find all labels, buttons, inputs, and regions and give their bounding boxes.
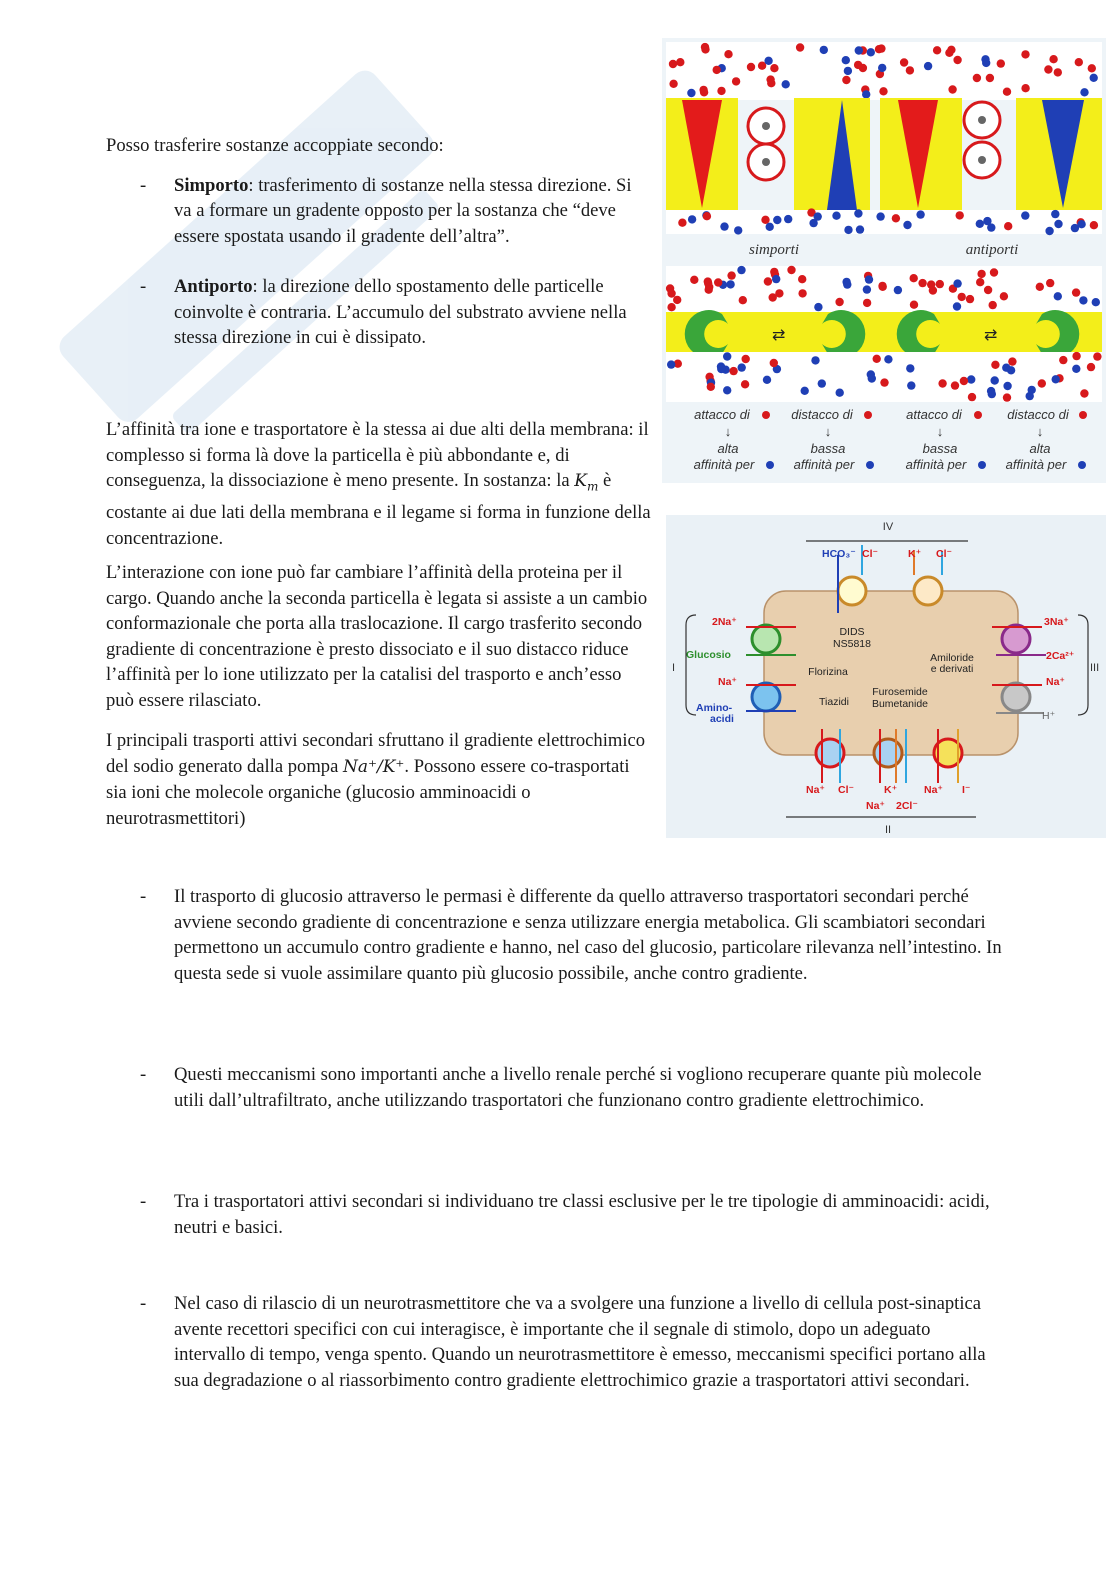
roman-i: I bbox=[672, 662, 676, 674]
particle-dot bbox=[798, 289, 806, 297]
particle-dot bbox=[814, 303, 822, 311]
particle-dot bbox=[763, 376, 771, 384]
paragraph-interaction bbox=[106, 560, 651, 713]
particle-dot bbox=[820, 46, 828, 54]
arrow-1: ↓ bbox=[724, 424, 732, 439]
particle-dot bbox=[1021, 50, 1029, 58]
particle-dot bbox=[1080, 88, 1088, 96]
particle-dot bbox=[873, 355, 881, 363]
particle-dot bbox=[966, 295, 974, 303]
particle-dot bbox=[717, 87, 725, 95]
particle-dot bbox=[1080, 389, 1088, 397]
particle-dot bbox=[784, 215, 792, 223]
particle-dot bbox=[727, 271, 735, 279]
particle-dot bbox=[1049, 55, 1057, 63]
particle-dot bbox=[989, 301, 997, 309]
sodium-text-2: . Possono essere co-trasportati sia ioni che molecole organiche (glucosio amminoacidi o neurotrasmettitori) bbox=[106, 755, 630, 829]
simporto-text: : trasferimento di sostanze nella stessa direzione. Si va a formare un gradente opposto per la sostanza che “deve essere spostata usando il gradente dell’altra”. bbox=[174, 174, 632, 247]
caption-aff-2a: bassa bbox=[810, 441, 846, 456]
particle-dot bbox=[1059, 356, 1067, 364]
arrow-2: ↓ bbox=[824, 424, 832, 439]
arrow-4: ↓ bbox=[1036, 424, 1044, 439]
label-amiloride-2: e derivati bbox=[930, 663, 974, 675]
particle-dot bbox=[772, 275, 780, 283]
affinity-captions bbox=[694, 407, 1087, 472]
label-k-top: K⁺ bbox=[908, 548, 922, 560]
particle-dot bbox=[713, 66, 721, 74]
affinity-text: L’affinità tra ione e trasportatore è la stessa ai due alti della membrana: il complesso si forma là dove la particella è più abbondante e, di conseguenza, la dissociazione è meno presente. In sostanza: la bbox=[106, 419, 649, 491]
particle-dot bbox=[1072, 365, 1080, 373]
label-simporti: simporti bbox=[748, 242, 800, 258]
particle-dot bbox=[1036, 283, 1044, 291]
particle-dot bbox=[1003, 382, 1011, 390]
particle-dot bbox=[1051, 210, 1059, 218]
particle-dot bbox=[1021, 211, 1029, 219]
particle-dot bbox=[933, 46, 941, 54]
particle-dot bbox=[1008, 357, 1016, 365]
particle-dot bbox=[673, 296, 681, 304]
particle-dot bbox=[983, 217, 991, 225]
particle-dot bbox=[738, 363, 746, 371]
particle-dot bbox=[990, 268, 998, 276]
sodium-text: I principali trasporti attivi secondari sfruttano il gradiente elettrochimico del sodio generato dalla pompa bbox=[106, 730, 646, 777]
label-amiloride-1: Amiloride bbox=[930, 652, 974, 664]
particle-dot bbox=[1004, 222, 1012, 230]
particle-dot bbox=[1090, 221, 1098, 229]
antiporto-item bbox=[106, 274, 646, 351]
caption-attach-2: attacco di bbox=[906, 407, 962, 422]
particle-dot bbox=[1003, 88, 1011, 96]
particle-dot bbox=[906, 364, 914, 372]
list-item bbox=[106, 1062, 1006, 1113]
particle-dot bbox=[948, 85, 956, 93]
particle-dot bbox=[720, 222, 728, 230]
particle-dot bbox=[1054, 68, 1062, 76]
particle-dot bbox=[1044, 65, 1052, 73]
particle-dot bbox=[739, 296, 747, 304]
particle-dot bbox=[1045, 227, 1053, 235]
caption-detach-2: distacco di bbox=[1007, 407, 1069, 422]
label-cl-top2: Cl⁻ bbox=[936, 548, 953, 560]
particle-dot bbox=[884, 355, 892, 363]
particle-dot bbox=[958, 293, 966, 301]
particle-dot bbox=[984, 286, 992, 294]
list-item-text: Questi meccanismi sono importanti anche a livello renale perché si vogliono recuperare quante più molecole utili dall’ultrafiltrato, anche utilizzando trasportatori che funzionano contro gradiente elettrochimico. bbox=[174, 1064, 982, 1111]
particle-dot bbox=[669, 80, 677, 88]
km-subscript: m bbox=[586, 479, 599, 494]
particle-dot bbox=[707, 383, 715, 391]
particle-dot bbox=[976, 220, 984, 228]
particle-dot bbox=[953, 279, 961, 287]
km-symbol: K bbox=[574, 471, 587, 491]
particle-dot bbox=[782, 80, 790, 88]
label-hco3: HCO₃⁻ bbox=[822, 548, 856, 560]
cell-transporters-figure bbox=[666, 515, 1106, 838]
particle-dot bbox=[960, 377, 968, 385]
simporto-item bbox=[106, 173, 646, 250]
label-furosemide: Furosemide bbox=[872, 686, 928, 698]
particle-dot bbox=[1002, 364, 1010, 372]
particle-dot bbox=[798, 275, 806, 283]
particle-dot bbox=[880, 378, 888, 386]
membrane-row-2 bbox=[666, 312, 1102, 352]
particle-dot bbox=[1077, 220, 1085, 228]
particle-dot bbox=[1092, 298, 1100, 306]
particle-dot bbox=[868, 374, 876, 382]
particle-dot bbox=[770, 359, 778, 367]
label-dids: DIDS bbox=[839, 626, 865, 638]
particle-dot bbox=[687, 89, 695, 97]
particle-dot bbox=[991, 361, 999, 369]
particle-dot bbox=[863, 285, 871, 293]
particle-dot bbox=[747, 63, 755, 71]
svg-text:⇄: ⇄ bbox=[984, 327, 998, 344]
particle-dot bbox=[1087, 363, 1095, 371]
bullet-dash: - bbox=[140, 886, 147, 907]
particle-dot bbox=[854, 61, 862, 69]
roman-iii: III bbox=[1090, 662, 1100, 674]
label-ns5818: NS5818 bbox=[833, 638, 871, 650]
simporto-term: Simporto bbox=[174, 174, 249, 196]
label-antiporti: antiporti bbox=[965, 242, 1019, 258]
particle-dot bbox=[1072, 352, 1080, 360]
antiporto-text: : la direzione dello spostamento delle particelle coinvolte è contraria. L’accumulo del substrato avviene nella stessa direzione in cui è dissipato. bbox=[174, 276, 627, 348]
particle-dot bbox=[787, 266, 795, 274]
particle-dot bbox=[1075, 58, 1083, 66]
particle-dot bbox=[667, 303, 675, 311]
particle-dot bbox=[867, 48, 875, 56]
particle-dot bbox=[843, 280, 851, 288]
particle-dot bbox=[1038, 379, 1046, 387]
label-na-left: Na⁺ bbox=[718, 676, 737, 688]
particle-dot bbox=[801, 387, 809, 395]
particle-dot bbox=[977, 270, 985, 278]
particle-dot bbox=[1079, 296, 1087, 304]
caption-aff-4b: affinità per bbox=[1005, 457, 1067, 472]
bullet-dash: - bbox=[140, 1064, 147, 1085]
particle-dot bbox=[900, 58, 908, 66]
particle-dot bbox=[723, 352, 731, 360]
particle-dot bbox=[924, 62, 932, 70]
label-na-b2: Na⁺ bbox=[924, 784, 943, 796]
label-2na: 2Na⁺ bbox=[712, 616, 737, 628]
particle-dot bbox=[835, 298, 843, 306]
particle-dot bbox=[1028, 386, 1036, 394]
particle-dot bbox=[714, 278, 722, 286]
particle-dot bbox=[982, 59, 990, 67]
particle-dot bbox=[690, 276, 698, 284]
symport-antiport-figure bbox=[662, 38, 1106, 483]
label-3na: 3Na⁺ bbox=[1044, 616, 1069, 628]
roman-ii: II bbox=[884, 824, 892, 836]
list-item-text: Tra i trasportatori attivi secondari si individuano tre classi esclusive per le tre tipologie di amminoacidi: acidi, neutri e basici. bbox=[174, 1191, 990, 1238]
particle-dot bbox=[953, 302, 961, 310]
particle-dot bbox=[1054, 292, 1062, 300]
particle-dot bbox=[1021, 84, 1029, 92]
particle-dot bbox=[770, 64, 778, 72]
particle-dot bbox=[956, 211, 964, 219]
particle-dot bbox=[1093, 352, 1101, 360]
caption-aff-4a: alta bbox=[1029, 441, 1051, 456]
particle-dot bbox=[764, 277, 772, 285]
particle-dot bbox=[705, 286, 713, 294]
particle-dot bbox=[1054, 220, 1062, 228]
caption-aff-3b: affinità per bbox=[905, 457, 967, 472]
bullet-dash: - bbox=[140, 276, 147, 297]
particle-dot bbox=[968, 393, 976, 401]
bullet-dash: - bbox=[140, 1191, 147, 1212]
list-item-text: Nel caso di rilascio di un neurotrasmettitore che va a svolgere una funzione a livello di cellula post-sinaptica avente recettori specifici con cui interagisce, è importante che il segnale di stimolo, dopo un adeguato intervallo di tempo, venga spento. Quando un neurotrasmettitore è emesso, meccanismi specifici portano alla sua degradazione o al riassorbimento contro gradiente elettrochimico grazie a trasportatori attivi secondari. bbox=[174, 1293, 986, 1391]
particle-dot bbox=[796, 43, 804, 51]
particle-dot bbox=[767, 79, 775, 87]
particle-dot bbox=[818, 379, 826, 387]
particle-dot bbox=[875, 45, 883, 53]
particle-dot bbox=[741, 380, 749, 388]
label-cl-top: Cl⁻ bbox=[862, 548, 879, 560]
roman-iv: IV bbox=[882, 521, 894, 533]
particle-dot bbox=[854, 209, 862, 217]
particle-dot bbox=[737, 266, 745, 274]
particle-dot bbox=[701, 45, 709, 53]
antiporto-term: Antiporto bbox=[174, 276, 253, 297]
particle-dot bbox=[724, 50, 732, 58]
particle-dot bbox=[842, 56, 850, 64]
interaction-text: L’interazione con ione può far cambiare l’affinità della proteina per il cargo. Quando anche la seconda particella è legata si assiste a un cambio conformazionale che porta alla traslocazione. Il cargo trasferito secondo gradiente di concentrazione è presto dissociato e il suo distacco riduce l’affinità per lo ione utilizzato per la catalisi del trasporto e anch’esso può essere rilasciato. bbox=[106, 562, 648, 711]
label-h: H⁺ bbox=[1042, 710, 1056, 722]
particle-dot bbox=[929, 286, 937, 294]
particle-dot bbox=[903, 221, 911, 229]
particle-dot bbox=[894, 286, 902, 294]
particle-dot bbox=[997, 59, 1005, 67]
label-amino-2: acidi bbox=[710, 713, 734, 725]
particle-dot bbox=[761, 216, 769, 224]
label-na-b1: Na⁺ bbox=[806, 784, 825, 796]
particle-dot bbox=[862, 90, 870, 98]
caption-aff-1b: affinità per bbox=[693, 457, 755, 472]
particle-dot bbox=[865, 275, 873, 283]
particle-dot bbox=[879, 283, 887, 291]
particle-dot bbox=[986, 74, 994, 82]
caption-aff-3a: bassa bbox=[922, 441, 958, 456]
particle-dot bbox=[1052, 375, 1060, 383]
particle-dot bbox=[844, 67, 852, 75]
label-amino-1: Amino- bbox=[696, 702, 733, 714]
particle-dot bbox=[811, 356, 819, 364]
particle-dot bbox=[856, 225, 864, 233]
particle-dot bbox=[967, 375, 975, 383]
paragraph-affinity bbox=[106, 417, 651, 551]
pump-formula: Na⁺/K⁺ bbox=[343, 756, 405, 777]
particle-dot bbox=[1088, 64, 1096, 72]
bullet-dash: - bbox=[140, 1293, 147, 1314]
list-item-text: Il trasporto di glucosio attraverso le permasi è differente da quello attraverso trasportatori secondari perché avviene secondo gradiente di concentrazione e senza utilizzare energia metabolica. Gli scambiatori secondari permettono un accumulo contro gradiente e hanno, nel caso del glucosio, particolare rilevanza nell’intestino. In questa sede si vuole assimilare quanto più glucosio possibile, anche contro gradiente. bbox=[174, 886, 1002, 984]
particle-dot bbox=[669, 60, 677, 68]
affinity-text-2: è costante ai due lati della membrana e il legame si forma in funzione della concentrazione. bbox=[106, 470, 651, 549]
particle-dot bbox=[836, 389, 844, 397]
particle-field-top bbox=[666, 42, 1102, 100]
label-florizina: Florizina bbox=[808, 666, 848, 678]
particle-dot bbox=[991, 376, 999, 384]
particle-dot bbox=[878, 64, 886, 72]
list-item bbox=[106, 884, 1006, 986]
particle-dot bbox=[769, 293, 777, 301]
caption-attach-1: attacco di bbox=[694, 407, 750, 422]
particle-dot bbox=[844, 226, 852, 234]
label-cl-b1: Cl⁻ bbox=[838, 784, 855, 796]
particle-dot bbox=[667, 289, 675, 297]
label-2cl-b: 2Cl⁻ bbox=[896, 800, 918, 812]
particle-dot bbox=[678, 219, 686, 227]
particle-dot bbox=[973, 74, 981, 82]
particle-dot bbox=[734, 226, 742, 234]
particle-dot bbox=[773, 216, 781, 224]
cell-body bbox=[764, 591, 1018, 755]
particle-dot bbox=[729, 367, 737, 375]
particle-dot bbox=[945, 49, 953, 57]
bullet-dash: - bbox=[140, 174, 147, 196]
particle-dot bbox=[766, 223, 774, 231]
particle-dot bbox=[667, 360, 675, 368]
label-na-b3: Na⁺ bbox=[866, 800, 885, 812]
particle-dot bbox=[879, 87, 887, 95]
list-item bbox=[106, 1189, 1006, 1240]
intro-block bbox=[106, 133, 646, 351]
particle-dot bbox=[764, 57, 772, 65]
list-item bbox=[106, 1291, 1006, 1393]
intro-lead: Posso trasferire sostanze accoppiate secondo: bbox=[106, 135, 444, 156]
particle-dot bbox=[892, 214, 900, 222]
particle-dot bbox=[1090, 74, 1098, 82]
label-i-b: I⁻ bbox=[962, 784, 971, 796]
particle-dot bbox=[703, 212, 711, 220]
label-glucosio: Glucosio bbox=[686, 649, 731, 661]
particle-dot bbox=[842, 76, 850, 84]
particle-dot bbox=[1000, 292, 1008, 300]
particle-dot bbox=[916, 210, 924, 218]
particle-dot bbox=[988, 390, 996, 398]
particle-dot bbox=[876, 212, 884, 220]
caption-aff-2b: affinità per bbox=[793, 457, 855, 472]
particle-dot bbox=[953, 56, 961, 64]
caption-detach-1: distacco di bbox=[791, 407, 853, 422]
membrane-row-1 bbox=[666, 98, 1102, 210]
particle-dot bbox=[688, 215, 696, 223]
paragraph-sodium bbox=[106, 728, 651, 831]
particle-dot bbox=[910, 301, 918, 309]
particle-dot bbox=[910, 274, 918, 282]
label-k-b: K⁺ bbox=[884, 784, 898, 796]
particle-dot bbox=[938, 379, 946, 387]
label-tiazidi: Tiazidi bbox=[819, 696, 849, 708]
arrow-3: ↓ bbox=[936, 424, 944, 439]
particle-dot bbox=[809, 219, 817, 227]
particle-dot bbox=[1003, 393, 1011, 401]
particle-dot bbox=[976, 278, 984, 286]
caption-aff-1a: alta bbox=[717, 441, 739, 456]
particle-dot bbox=[936, 280, 944, 288]
particle-dot bbox=[855, 46, 863, 54]
particle-dot bbox=[700, 88, 708, 96]
particle-dot bbox=[918, 279, 926, 287]
particle-dot bbox=[742, 355, 750, 363]
particle-dot bbox=[951, 381, 959, 389]
particle-dot bbox=[1046, 279, 1054, 287]
particle-dot bbox=[717, 365, 725, 373]
label-bumetanide: Bumetanide bbox=[871, 698, 929, 710]
particle-dot bbox=[863, 299, 871, 307]
particle-dot bbox=[723, 386, 731, 394]
particle-dot bbox=[907, 381, 915, 389]
particle-dot bbox=[732, 77, 740, 85]
label-2ca: 2Ca²⁺ bbox=[1046, 650, 1075, 662]
particle-dot bbox=[906, 66, 914, 74]
particle-dot bbox=[726, 280, 734, 288]
label-na-right: Na⁺ bbox=[1046, 676, 1065, 688]
svg-text:⇄: ⇄ bbox=[772, 327, 786, 344]
particle-dot bbox=[1072, 288, 1080, 296]
particle-dot bbox=[676, 58, 684, 66]
particle-dot bbox=[832, 212, 840, 220]
